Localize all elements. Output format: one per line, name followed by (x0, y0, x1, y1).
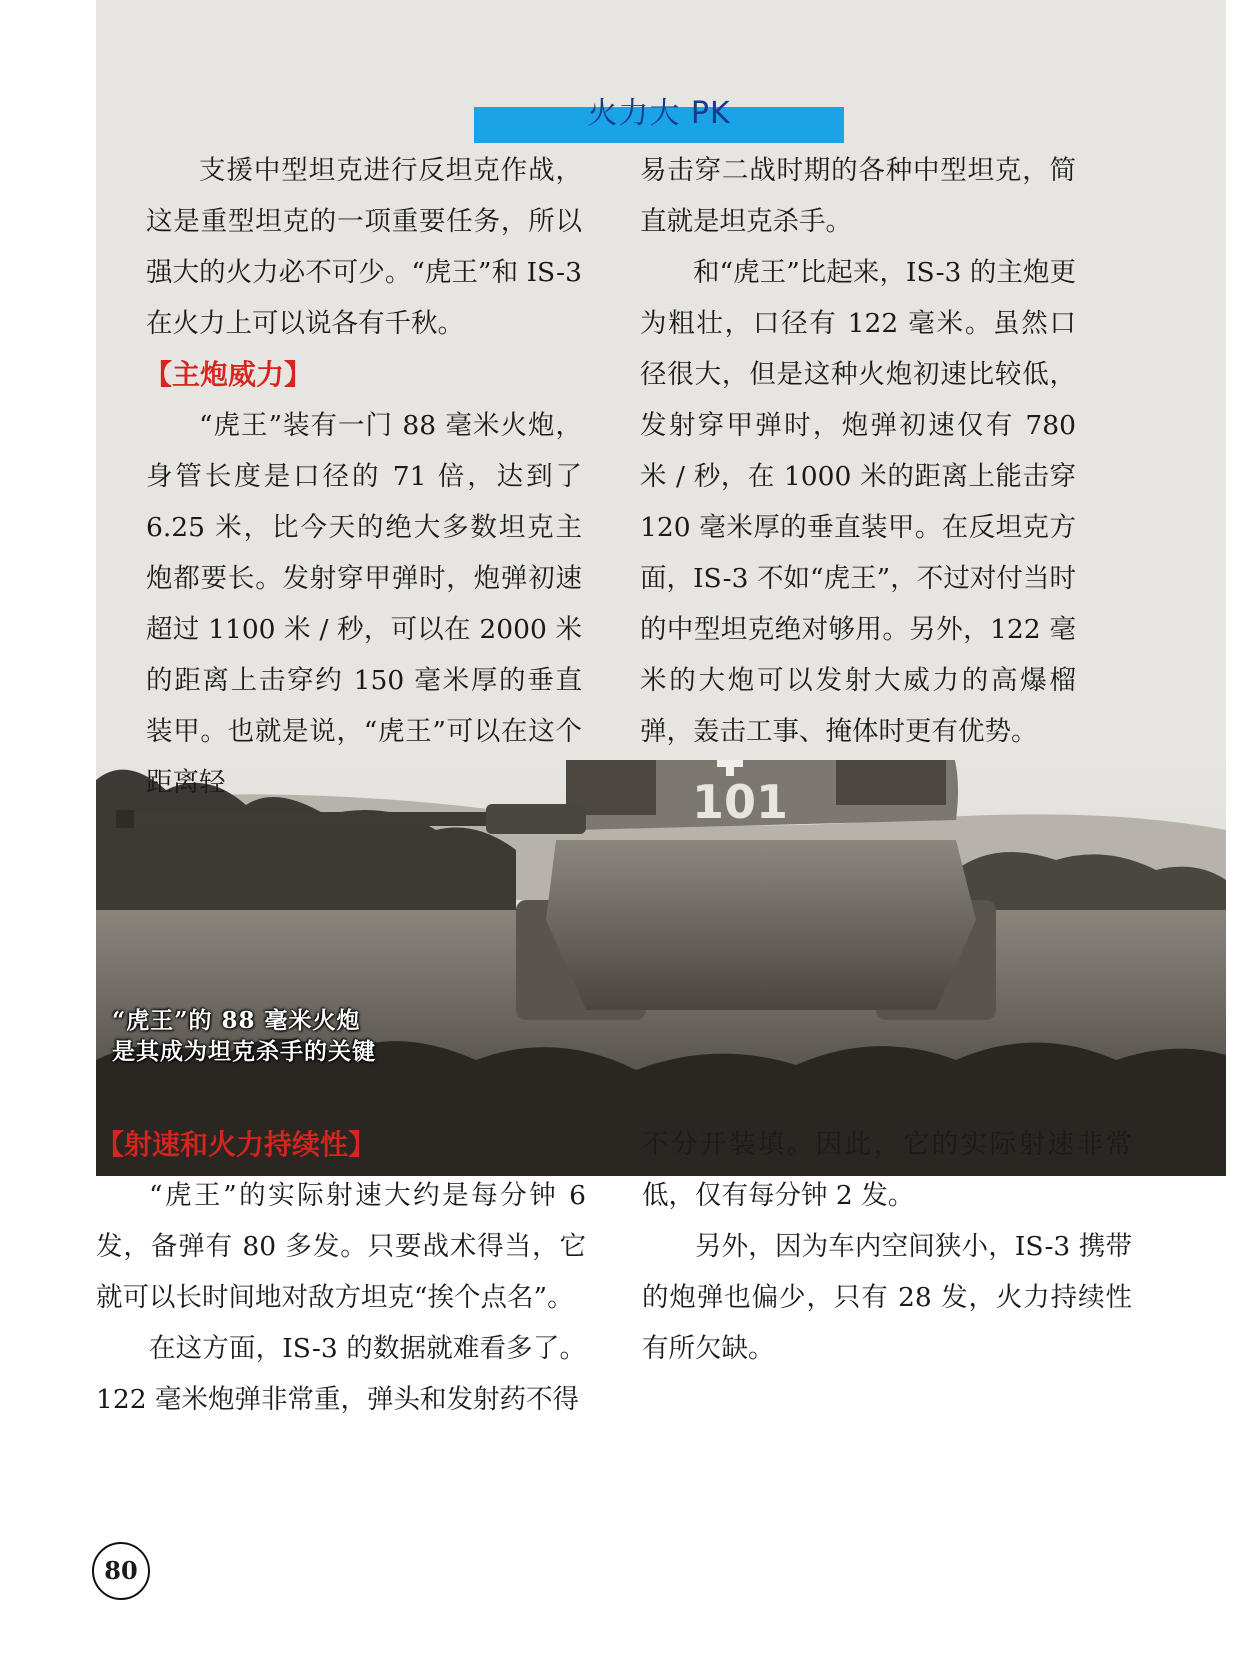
section-heading-rate-of-fire: 【射速和火力持续性】 (96, 1128, 377, 1161)
lower-left-column (96, 1119, 586, 1425)
continuation-paragraph: 易击穿二战时期的各种中型坦克，简直就是坦克杀手。 (640, 155, 1076, 237)
is3-data-paragraph: 在这方面，IS-3 的数据就难看多了。122 毫米炮弹非常重，弹头和发射药不得 (96, 1333, 586, 1415)
ammo-paragraph: 另外，因为车内空间狭小，IS-3 携带的炮弹也偏少，只有 28 发，火力持续性有所欠缺。 (642, 1231, 1132, 1364)
rate-of-fire-paragraph: “虎王”的实际射速大约是每分钟 6 发，备弹有 80 多发。只要战术得当，它就可以长时间地对敌方坦克“挨个点名”。 (96, 1180, 586, 1313)
lower-continuation-paragraph: 不分开装填。因此，它的实际射速非常低，仅有每分钟 2 发。 (642, 1129, 1132, 1211)
tank-illustration (96, 760, 1226, 1176)
page-number: 80 (92, 1542, 150, 1600)
intro-paragraph: 支援中型坦克进行反坦克作战，这是重型坦克的一项重要任务，所以强大的火力必不可少。“虎王”和 IS-3 在火力上可以说各有千秋。 (146, 155, 582, 339)
photo-caption (112, 1005, 376, 1067)
caption-line-1: “虎王”的 88 毫米火炮 (112, 1007, 361, 1034)
upper-right-column (640, 145, 1076, 757)
page-title: 火力大 PK (587, 96, 731, 131)
turret-number: 101 (692, 775, 789, 829)
upper-left-column (146, 145, 582, 808)
caption-line-2: 是其成为坦克杀手的关键 (112, 1038, 376, 1065)
main-gun-paragraph: “虎王”装有一门 88 毫米火炮，身管长度是口径的 71 倍，达到了 6.25 米，比今天的绝大多数坦克主炮都要长。发射穿甲弹时，炮弹初速超过 1100 米 / 秒，可以在 2000 米的距离上击穿约 150 毫米厚的垂直装甲。也就是说，“虎王”可以在这个距离轻 (146, 410, 582, 798)
king-tiger-photo (96, 760, 1226, 1176)
lower-right-column (642, 1119, 1132, 1374)
is3-gun-paragraph: 和“虎王”比起来，IS-3 的主炮更为粗壮，口径有 122 毫米。虽然口径很大，但是这种火炮初速比较低，发射穿甲弹时，炮弹初速仅有 780 米 / 秒，在 1000 米的距离上能击穿 120 毫米厚的垂直装甲。在反坦克方面，IS-3 不如“虎王”，不过对付当时的中型坦克绝对够用。另外，122 毫米的大炮可以发射大威力的高爆榴弹，轰击工事、掩体时更有优势。 (640, 257, 1076, 747)
section-heading-main-gun: 【主炮威力】 (144, 358, 313, 391)
